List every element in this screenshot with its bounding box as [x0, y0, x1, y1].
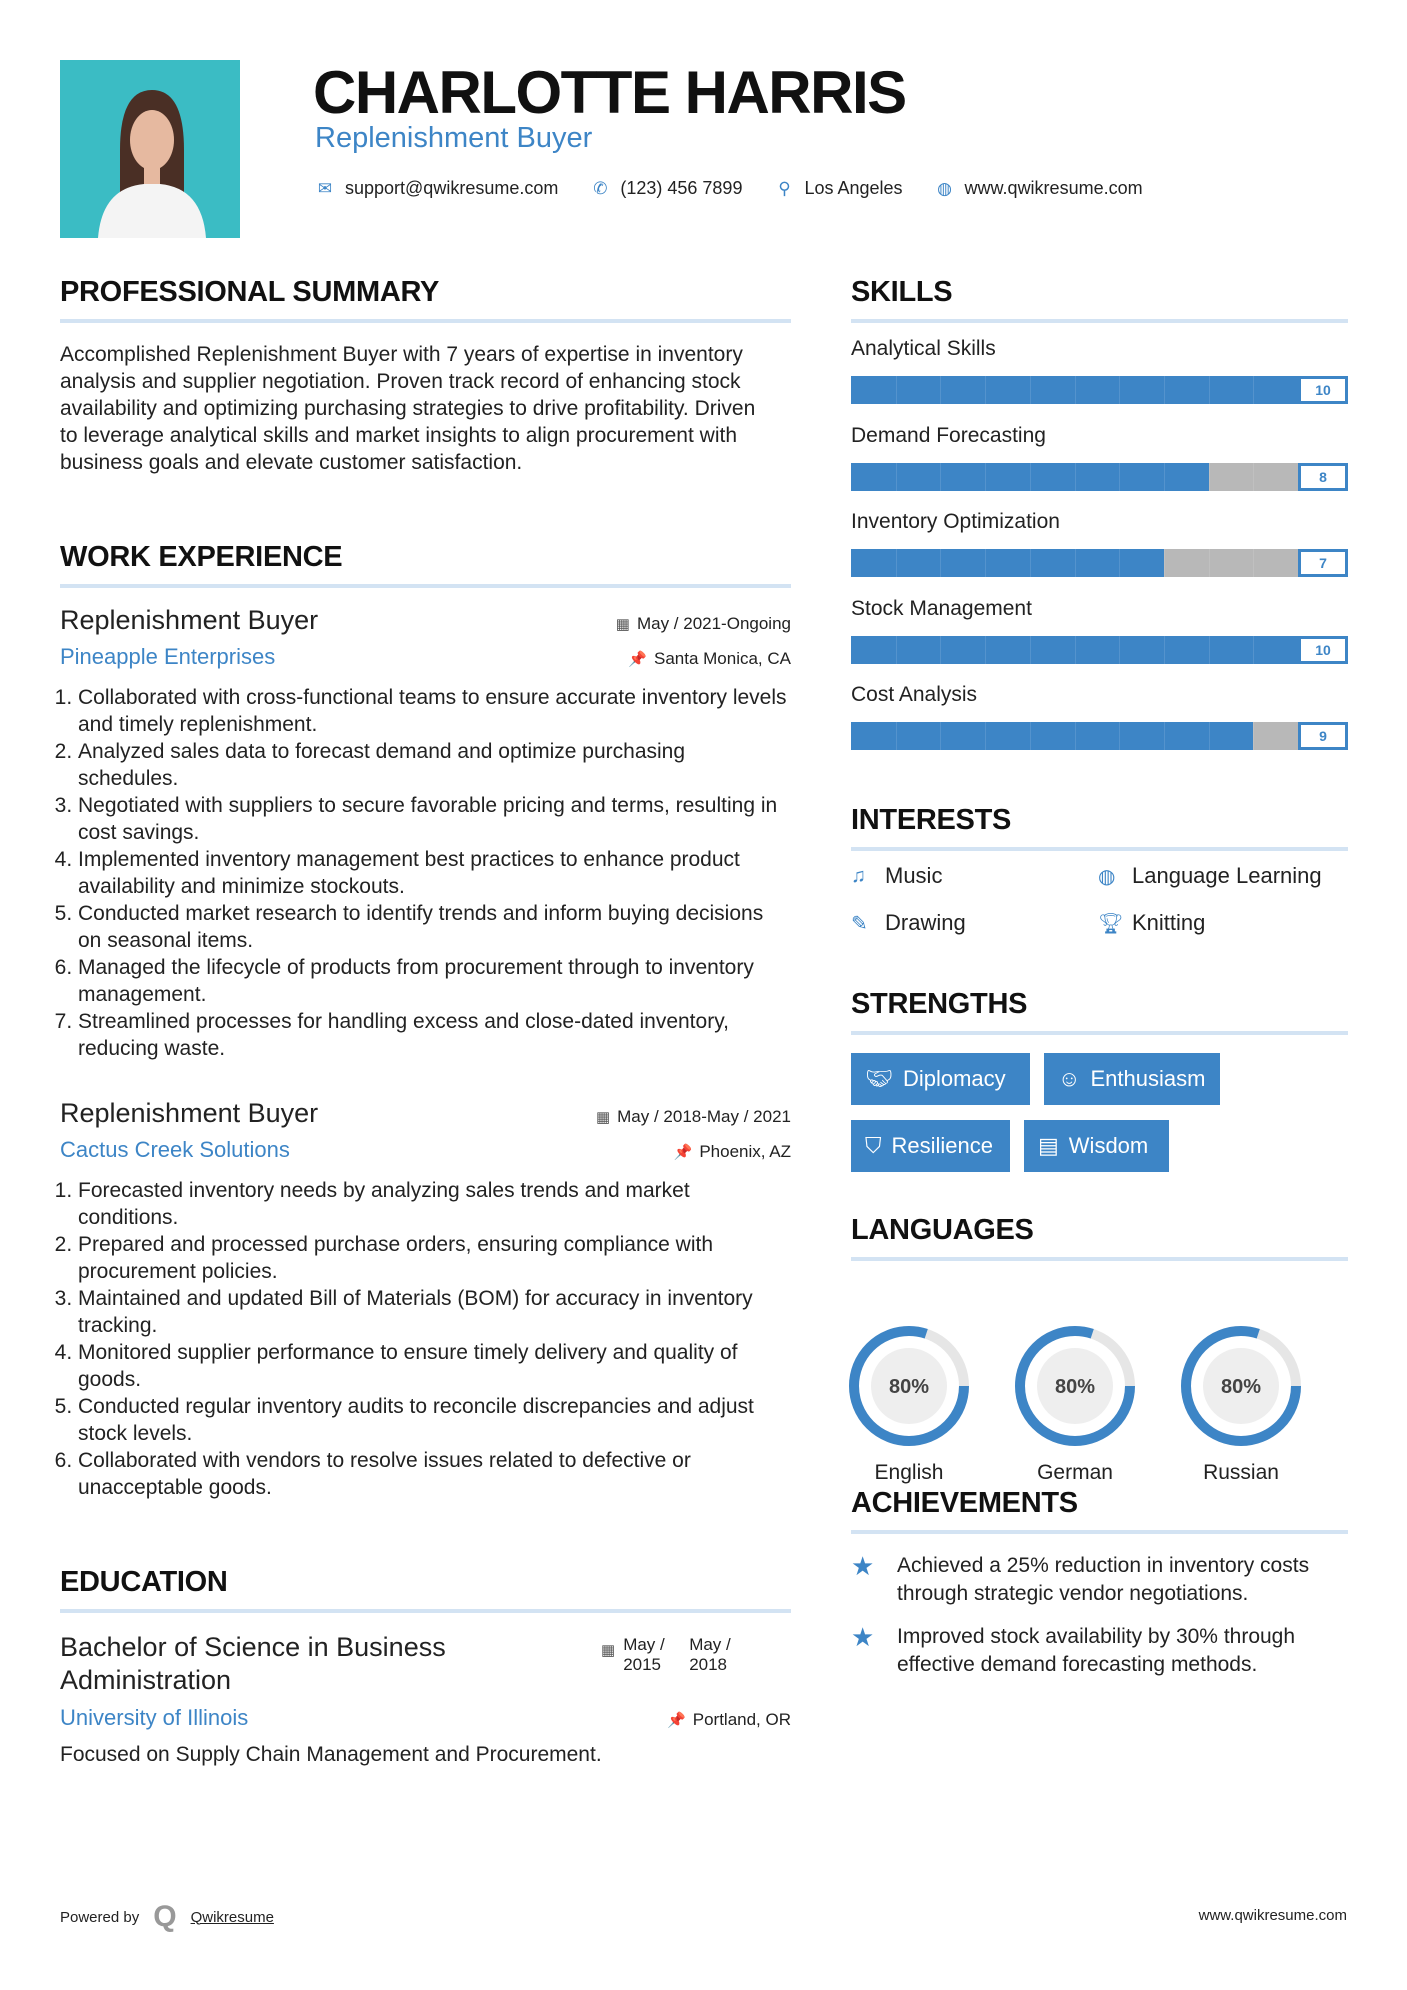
section-heading: PROFESSIONAL SUMMARY: [60, 276, 791, 323]
strength-label: Wisdom: [1068, 1133, 1149, 1158]
language-donut: [1013, 1324, 1137, 1448]
skill-label: Analytical Skills: [851, 337, 996, 360]
list-item: 7. Streamlined processes for handling excess and close-dated inventory, reducing waste.: [78, 1008, 791, 1062]
pencil-icon: ✎: [851, 912, 868, 935]
candidate-title: Replenishment Buyer: [315, 122, 593, 154]
skill-value: 10: [1298, 376, 1348, 404]
skill-bar-divider: [985, 376, 986, 404]
degree-title: Bachelor of Science in Business Administration: [60, 1632, 446, 1695]
list-item: 3. Maintained and updated Bill of Materials (BOM) for accuracy in inventory tracking.: [78, 1285, 791, 1339]
skills-section: [851, 276, 1348, 763]
job-location: Santa Monica, CA: [653, 649, 791, 668]
calendar-icon: ▦: [601, 1642, 616, 1659]
skill-bar-divider: [1253, 722, 1254, 750]
skill-bar-divider: [1030, 463, 1031, 491]
interest-language-learning: [1098, 863, 1322, 889]
skill-bar-divider: [985, 463, 986, 491]
qwikresume-logo-icon: Q: [153, 1900, 177, 1933]
language-name: German: [1037, 1461, 1113, 1484]
section-heading: WORK EXPERIENCE: [60, 541, 791, 588]
interest-music: [851, 863, 942, 889]
skill-label: Demand Forecasting: [851, 423, 1046, 447]
candidate-name: CHARLOTTE HARRIS: [313, 59, 906, 126]
skill-bar-fill: [851, 722, 1253, 750]
language-percent: 80%: [1220, 1376, 1262, 1398]
skill-bar-divider: [1119, 549, 1120, 577]
skill-bar-divider: [896, 549, 897, 577]
calendar-icon: ▦: [615, 616, 630, 633]
section-heading: INTERESTS: [851, 804, 1348, 851]
skill-bar-divider: [1075, 722, 1076, 750]
skill-bar-divider: [1030, 722, 1031, 750]
edu-end: May / 2018: [689, 1635, 731, 1674]
skill-bar-divider: [1253, 376, 1254, 404]
strength-label: Diplomacy: [902, 1066, 1006, 1091]
handshake-icon: 🤝︎: [865, 1066, 893, 1091]
achievements-section: [851, 1487, 1348, 1676]
section-heading: ACHIEVEMENTS: [851, 1487, 1348, 1534]
skill-bar-divider: [1119, 636, 1120, 664]
powered-by-text: Powered by: [60, 1908, 140, 1926]
section-heading: STRENGTHS: [851, 988, 1348, 1035]
skill-bar-divider: [1209, 376, 1210, 404]
qwikresume-link[interactable]: Qwikresume: [190, 1908, 274, 1926]
map-marker-icon: ⚲: [778, 178, 791, 198]
achievement-item: [851, 1552, 1347, 1608]
skill-bar-divider: [1253, 549, 1254, 577]
skill-value: 7: [1298, 549, 1348, 577]
interest-label: Language Learning: [1132, 863, 1322, 888]
skill-bar-divider: [896, 376, 897, 404]
strength-badge: [851, 1053, 1030, 1105]
strength-label: Enthusiasm: [1090, 1066, 1206, 1091]
list-item: 2. Analyzed sales data to forecast demand and optimize purchasing schedules.: [78, 738, 791, 792]
skill-bar-divider: [1164, 549, 1165, 577]
skill-bar-divider: [1119, 722, 1120, 750]
skill-bar-divider: [1164, 636, 1165, 664]
achievement-item: [851, 1623, 1347, 1679]
section-heading: LANGUAGES: [851, 1214, 1348, 1261]
company-name: Cactus Creek Solutions: [60, 1137, 290, 1162]
website-link[interactable]: www.qwikresume.com: [964, 178, 1143, 198]
experience-section: [60, 541, 791, 588]
strength-badge: [851, 1120, 1010, 1172]
list-item: 4. Implemented inventory management best practices to enhance product availability and minimize stockouts.: [78, 846, 791, 900]
trophy-icon: 🏆︎: [1098, 912, 1124, 935]
skill-bar-divider: [1164, 722, 1165, 750]
music-icon: ♫: [851, 864, 866, 887]
strength-label: Resilience: [891, 1133, 994, 1158]
skill-bar-divider: [1253, 636, 1254, 664]
pin-icon: 📌: [667, 1712, 686, 1729]
interest-label: Knitting: [1132, 910, 1206, 935]
email-link[interactable]: support@qwikresume.com: [345, 178, 559, 198]
languages-section: [851, 1214, 1348, 1484]
list-item: 5. Conducted regular inventory audits to reconcile discrepancies and adjust stock levels.: [78, 1393, 791, 1447]
skill-label: Stock Management: [851, 596, 1032, 620]
skill-bar-divider: [1209, 549, 1210, 577]
skill-bar-divider: [940, 463, 941, 491]
skill-label: Inventory Optimization: [851, 510, 1060, 534]
list-item: 4. Monitored supplier performance to ensure timely delivery and quality of goods.: [78, 1339, 791, 1393]
interest-knitting: [1098, 910, 1205, 936]
list-item: 6. Collaborated with vendors to resolve issues related to defective or unacceptable goods.: [78, 1447, 791, 1501]
education-section: [60, 1566, 791, 1768]
star-icon: ★: [851, 1551, 875, 1581]
skill-bar-divider: [1209, 463, 1210, 491]
skill-bar-divider: [940, 636, 941, 664]
strengths-section: [851, 988, 1348, 1175]
list-item: 3. Negotiated with suppliers to secure favorable pricing and terms, resulting in cost savings.: [78, 792, 791, 846]
skill-value: 9: [1298, 722, 1348, 750]
summary-text: Accomplished Replenishment Buyer with 7 years of expertise in inventory analysis and supplier negotiation. Proven track record of enhancing stock availability and optimizing purchasing strategies to drive profitability. Driven to leverage analytical skills and market insights to align procurement with business goals and elevate customer satisfaction.: [60, 343, 756, 474]
skill-bar-divider: [1209, 722, 1210, 750]
job-entry: [60, 605, 791, 1062]
skill-bar-divider: [940, 722, 941, 750]
job-bullets: [60, 1177, 791, 1501]
skill-bar-divider: [940, 376, 941, 404]
contact-row: [315, 178, 1143, 199]
edu-location: Portland, OR: [692, 1710, 791, 1729]
skill-bar-fill: [851, 549, 1164, 577]
skill-bar-divider: [985, 636, 986, 664]
skill-bar-divider: [1075, 463, 1076, 491]
interests-section: [851, 804, 1348, 961]
skill-bar: [851, 463, 1348, 491]
skill-label: Cost Analysis: [851, 683, 978, 707]
skill-value: 10: [1298, 636, 1348, 664]
envelope-icon: ✉: [317, 178, 333, 198]
skill-bar-divider: [1164, 463, 1165, 491]
star-icon: ★: [851, 1622, 875, 1652]
location-text: Los Angeles: [804, 178, 903, 198]
skill-bar-divider: [985, 549, 986, 577]
pin-icon: 📌: [673, 1144, 693, 1161]
skill-bar: [851, 722, 1348, 750]
list-item: 6. Managed the lifecycle of products from procurement through to inventory management.: [78, 954, 791, 1008]
job-entry: [60, 1098, 791, 1501]
footer-brand: [60, 1900, 274, 1934]
job-location: Phoenix, AZ: [699, 1142, 791, 1161]
list-item: 1. Collaborated with cross-functional teams to ensure accurate inventory levels and timely replenishment.: [78, 684, 791, 738]
section-heading: EDUCATION: [60, 1566, 791, 1613]
profile-photo: [60, 60, 240, 238]
language-name: English: [874, 1461, 944, 1484]
skill-bar-divider: [1253, 463, 1254, 491]
interest-label: Music: [885, 863, 943, 888]
language-percent: 80%: [1054, 1376, 1096, 1398]
skill-bar-divider: [896, 722, 897, 750]
skill-bar-divider: [1164, 376, 1165, 404]
skill-bar-divider: [1030, 376, 1031, 404]
strength-badge: [1024, 1120, 1169, 1172]
skill-bar-divider: [1075, 636, 1076, 664]
list-item: 2. Prepared and processed purchase orders, ensuring compliance with procurement policies.: [78, 1231, 791, 1285]
language-donut: [847, 1324, 971, 1448]
skill-bar-divider: [1030, 549, 1031, 577]
section-heading: SKILLS: [851, 276, 1348, 323]
skill-bar-divider: [1075, 376, 1076, 404]
skill-bar-divider: [985, 722, 986, 750]
skill-bar: [851, 636, 1348, 664]
calendar-icon: ▦: [595, 1109, 611, 1126]
pin-icon: 📌: [628, 651, 647, 668]
job-bullets: [60, 684, 791, 1062]
job-title: Replenishment Buyer: [60, 605, 319, 635]
interest-label: Drawing: [885, 910, 966, 935]
list-item: 5. Conducted market research to identify trends and inform buying decisions on seasonal items.: [78, 900, 791, 954]
list-item: 1. Forecasted inventory needs by analyzing sales trends and market conditions.: [78, 1177, 791, 1231]
interest-drawing: [851, 910, 966, 936]
language-name: Russian: [1203, 1461, 1279, 1484]
strength-badge: [1044, 1053, 1220, 1105]
skill-bar-divider: [1075, 549, 1076, 577]
language-donut: [1179, 1324, 1303, 1448]
skill-bar-divider: [1119, 463, 1120, 491]
job-dates: May / 2021-Ongoing: [636, 614, 791, 633]
globe-icon: ◍: [937, 178, 952, 198]
achievement-text: Achieved a 25% reduction in inventory costs through strategic vendor negotiations.: [897, 1554, 1310, 1605]
edu-start: May / 2015: [623, 1635, 665, 1674]
job-title: Replenishment Buyer: [60, 1098, 319, 1128]
skill-bar: [851, 376, 1348, 404]
skill-bar-divider: [896, 463, 897, 491]
achievement-text: Improved stock availability by 30% through effective demand forecasting methods.: [897, 1625, 1296, 1676]
company-name: Pineapple Enterprises: [60, 644, 276, 669]
skill-bar: [851, 549, 1348, 577]
skill-bar-divider: [1209, 636, 1210, 664]
globe-icon: ◍: [1098, 865, 1116, 888]
skill-value: 8: [1298, 463, 1348, 491]
skill-bar-divider: [940, 549, 941, 577]
phone-text: (123) 456 7899: [620, 178, 743, 198]
school-name: University of Illinois: [60, 1705, 249, 1730]
edu-description: Focused on Supply Chain Management and Procurement.: [60, 1743, 602, 1766]
smile-icon: ☺: [1058, 1066, 1081, 1091]
job-dates: May / 2018-May / 2021: [617, 1107, 791, 1126]
phone-icon: ✆: [593, 178, 608, 198]
book-icon: ▤: [1038, 1133, 1059, 1158]
skill-bar-divider: [1119, 376, 1120, 404]
language-percent: 80%: [888, 1376, 930, 1398]
skill-bar-divider: [1030, 636, 1031, 664]
skill-bar-divider: [896, 636, 897, 664]
summary-section: [60, 276, 791, 476]
footer-website[interactable]: www.qwikresume.com: [1198, 1907, 1347, 1924]
shield-icon: ⛉: [865, 1133, 882, 1158]
